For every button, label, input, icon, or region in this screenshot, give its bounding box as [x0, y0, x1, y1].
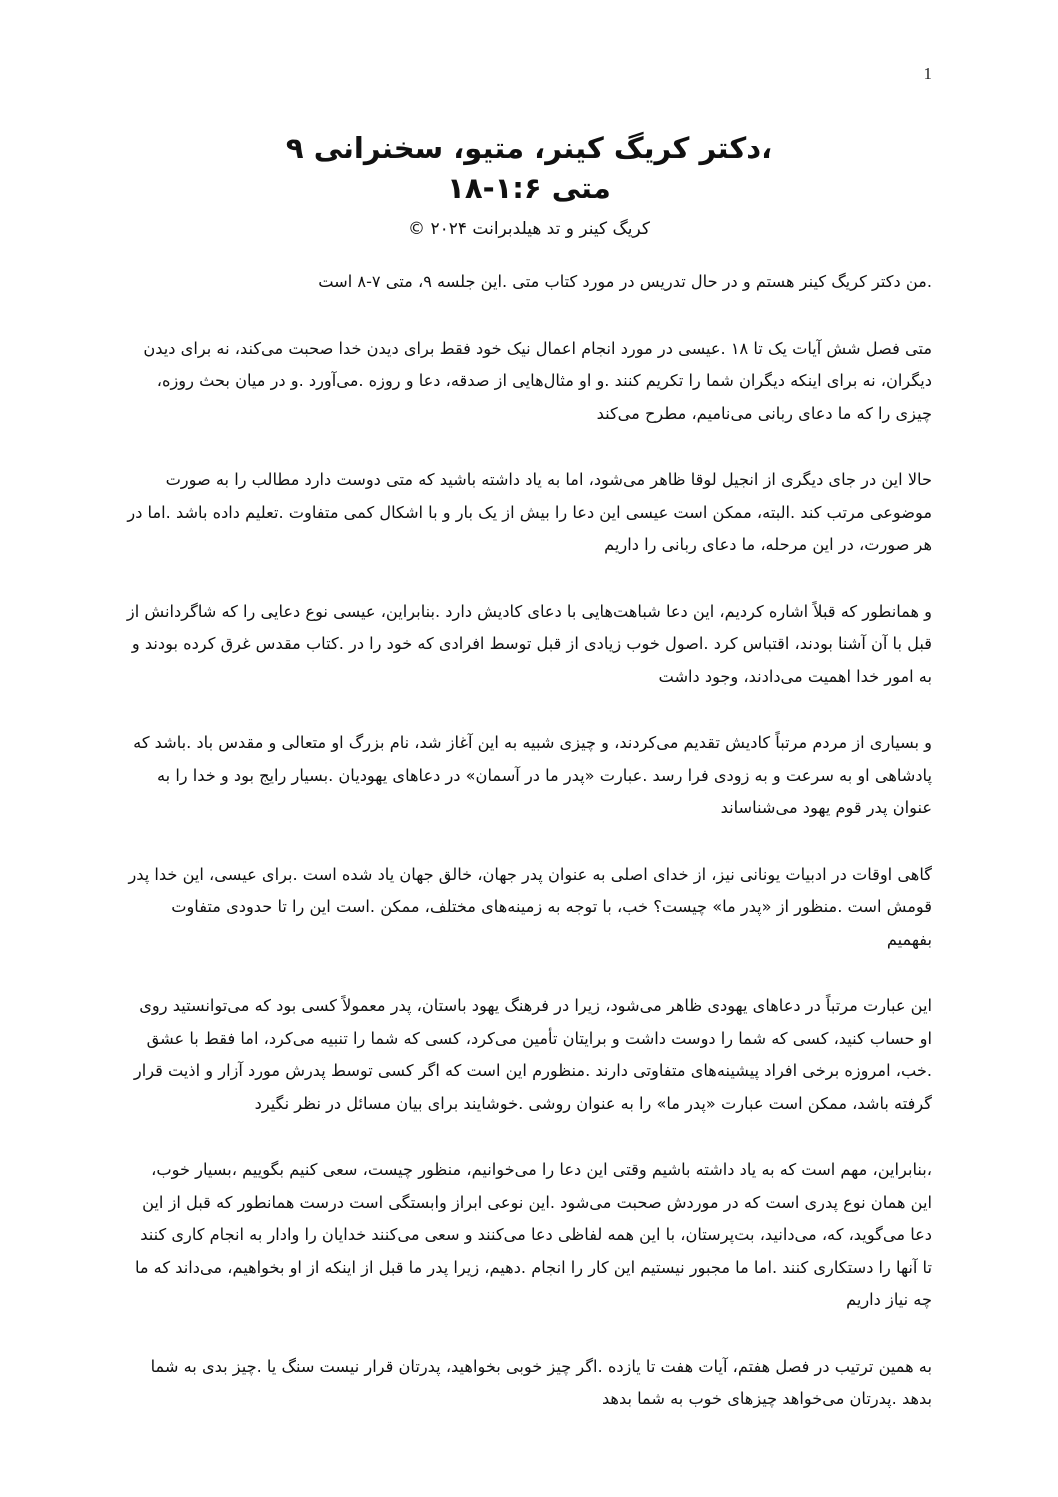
page-number: 1: [923, 64, 932, 83]
document-title-line-1: ،دکتر کریگ کینر، متیو، سخنرانی ۹: [285, 131, 773, 165]
document-body: [126, 266, 932, 1450]
paragraph-9: به همین ترتیب در فصل هفتم، آیات هفت تا یازده .اگر چیز خوبی بخواهید، پدرتان قرار نیست سنگ یا .چیز بدی به شما بدهد .پدرتان می‌خواهد چیزهای خوب به شما بدهد: [150, 1356, 932, 1408]
paragraph-7: این عبارت مرتباً در دعاهای یهودی ظاهر می‌شود، زیرا در فرهنگ یهود باستان، پدر معمولاً کسی بود که می‌توانستید روی او حساب کنید، کسی که شما را دوست داشت و برایتان تأمین می‌کرد، کسی که شما را تنبیه می‌کرد، اما فقط با عشق .خب، امروزه برخی افراد پیشینه‌های متفاوتی دارند .منظورم این است که اگر کسی توسط پدرش مورد آزار و اذیت قرار گرفته باشد، ممکن است عبارت «پدر ما» را به عنوان روشی .خوشایند برای بیان مسائل در نظر نگیرد: [133, 996, 932, 1113]
copyright-line: کریگ کینر و تد هیلدبرانت ۲۰۲۴ ©: [408, 219, 650, 239]
paragraph-3: حالا این در جای دیگری از انجیل لوقا ظاهر می‌شود، اما به یاد داشته باشید که متی دوست دارد مطالب را به صورت موضوعی مرتب کند .البته، ممکن است عیسی این دعا را بیش از یک بار و با اشکال کمی متفاوت .تعلیم داده باشد .اما در هر صورت، در این مرحله، ما دعای ربانی را داریم: [127, 470, 932, 554]
paragraph-4: و همانطور که قبلاً اشاره کردیم، این دعا شباهت‌هایی با دعای کادیش دارد .بنابراین، عیسی نوع دعایی را که شاگردانش از قبل با آن آشنا بودند، اقتباس کرد .اصول خوب زیادی از قبل توسط افرادی که خود را در .کتاب مقدس غرق کرده بودند و به امور خدا اهمیت می‌دادند، وجود داشت: [126, 601, 932, 686]
paragraph-5: و بسیاری از مردم مرتباً کادیش تقدیم می‌کردند، و چیزی شبیه به این آغاز شد، نام بزرگ او متعالی و مقدس باد .باشد که پادشاهی او به سرعت و به زودی فرا رسد .عبارت «پدر ما در آسمان» در دعاهای یهودیان .بسیار رایج بود و خدا را به عنوان پدر قوم یهود می‌شناساند: [133, 733, 932, 817]
paragraph-2: متی فصل شش آیات یک تا ۱۸ .عیسی در مورد انجام اعمال نیک خود فقط برای دیدن خدا صحبت می‌کند، نه برای دیدن دیگران، نه برای اینکه دیگران شما را تکریم کنند .و او مثال‌هایی از صدقه، دعا و روزه .می‌آورد .و در میان بحث روزه، چیزی را که ما دعای ربانی می‌نامیم، مطرح می‌کند: [143, 338, 932, 423]
paragraph-6: گاهی اوقات در ادبیات یونانی نیز، از خدای اصلی به عنوان پدر جهان، خالق جهان یاد شده است .برای عیسی، این خدا پدر قومش است .منظور از «پدر ما» چیست؟ خب، با توجه به زمینه‌های مختلف، ممکن .است این را تا حدودی متفاوت بفهمیم: [128, 864, 932, 949]
document-header: [120, 128, 938, 244]
document-title-line-2: متی ۱:۶-۱۸: [447, 171, 611, 205]
paragraph-8: ،بنابراین، مهم است که به یاد داشته باشیم وقتی این دعا را می‌خوانیم، منظور چیست، سعی کنیم بگوییم ،بسیار خوب، این همان نوع پدری است که در موردش صحبت می‌شود .این نوعی ابراز وابستگی است درست همانطور که قبل از این دعا می‌گوید، که، می‌دانید، بت‌پرستان، با این همه لفاظی دعا می‌کنند و سعی می‌کنند خدایان را وادار به انجام کاری کنند تا آنها را دستکاری کنند .اما ما مجبور نیستیم این کار را انجام .دهیم، زیرا پدر ما قبل از اینکه از او بخواهیم، می‌داند که ما چه نیاز داریم: [134, 1160, 932, 1309]
paragraph-1: .من دکتر کریگ کینر هستم و در حال تدریس در مورد کتاب متی .این جلسه ۹، متی ۷-۸ است: [318, 272, 932, 291]
